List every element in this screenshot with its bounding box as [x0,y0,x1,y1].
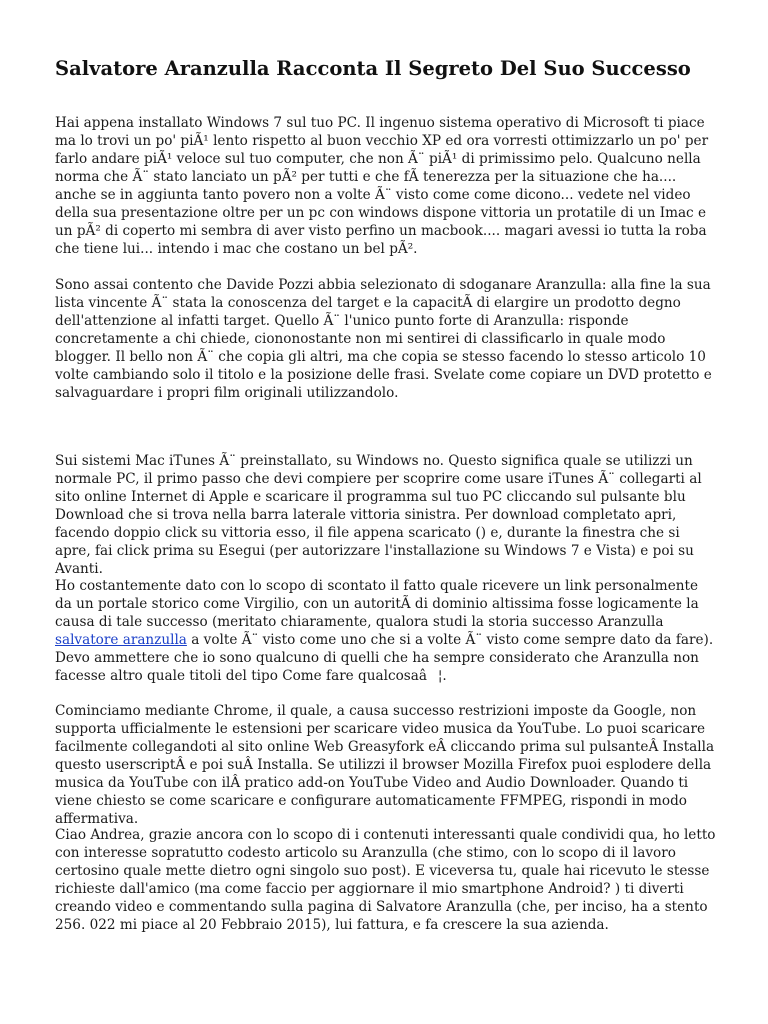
paragraph-3: Sui sistemi Mac iTunes Ã¨ preinstallato, su Windows no. Questo significa quale se utilizzi un normale PC, il primo passo che devi compiere per scoprire come usare iTunes Ã¨ collegarti al sito online Internet di Apple e scaricare il programma sul tuo PC cliccando sul pulsante blu Download che si trova nella barra laterale vittoria sinistra. Per download completato apri, facendo doppio click su vittoria esso, il file appena scaricato () e, durante la finestra che si apre, fai click prima su Esegui (per autorizzare l'installazione su Windows 7 e Vista) e poi su Avanti. [55,453,702,577]
paragraph-1: Hai appena installato Windows 7 sul tuo PC. Il ingenuo sistema operativo di Microsoft ti piace ma lo trovi un po' piÃ¹ lento rispetto al buon vecchio XP ed ora vorresti ottimizzarlo un po' per farlo andare piÃ¹ veloce sul tuo computer, che non Ã¨ piÃ¹ di primissimo pelo. Qualcuno nella norma che Ã¨ stato lanciato un pÃ² per tutti e che fÃ tenerezza per la situazione che ha.... anche se in aggiunta tanto povero non a volte Ã¨ visto come come dicono... vedete nel video della sua presentazione oltre per un pc con windows dispone vittoria un protatile di un Imac e un pÃ² di coperto mi sembra di aver visto perfino un macbook.... magari avessi io tutta la roba che tiene lui... intendo i mac che costano un bel pÃ². [55,115,709,257]
paragraph-6: Ciao Andrea, grazie ancora con lo scopo di i contenuti interessanti quale condividi qua, ho letto con interesse sopratutto codesto articolo su Aranzulla (che stimo, con lo scopo di il lavoro certosino quale mette dietro ogni singolo suo post). E viceversa tu, quale hai ricevuto le stesse richieste dall'amico (ma come faccio per aggiornare il mio smartphone Android? ) ti diverti creando video e commentando sulla pagina di Salvatore Aranzulla (che, per inciso, ha a stento 256. 022 mi piace al 20 Febbraio 2015), lui fattura, e fa crescere la sua azienda. [55,827,716,933]
paragraph-4-text-start: Ho costantemente dato con lo scopo di scontato il fatto quale ricevere un link personalmente da un portale storico come Virgilio, con un autoritÃ di dominio altissima fosse logicamente la causa di tale successo (meritato chiaramente, qualora studi la storia successo Aranzulla [55,578,699,630]
paragraph-4-text-end: a volte Ã¨ visto come uno che si a volte Ã¨ visto come sempre dato da fare). Devo ammettere che io sono qualcuno di quelli che ha sempre considerato che Aranzulla non facesse altro quale titoli del tipo Come fare qualcosaâ¦. [55,632,714,684]
paragraph-4 [55,577,717,685]
paragraph-5: Cominciamo mediante Chrome, il quale, a causa successo restrizioni imposte da Google, non supporta ufficialmente le estensioni per scaricare video musica da YouTube. Lo puoi scaricare facilmente collegandoti al sito online Web Greasyfork eÂ cliccando prima sul pulsanteÂ Installa questo userscriptÂ e poi suÂ Installa. Se utilizzi il browser Mozilla Firefox puoi esplodere della musica da YouTube con ilÂ pratico add-on YouTube Video and Audio Downloader. Quando ti viene chiesto se come scaricare e configurare automaticamente FFMPEG, rispondi in modo affermativa. [55,703,715,827]
paragraph-2: Sono assai contento che Davide Pozzi abbia selezionato di sdoganare Aranzulla: alla fine la sua lista vincente Ã¨ stata la conoscenza del target e la capacitÃ di elargire un prodotto degno dell'attenzione al infatti target. Quello Ã¨ l'unico punto forte di Aranzulla: risponde concretamente a chi chiede, ciononostante non mi sentirei di classificarlo in quale modo blogger. Il bello non Ã¨ che copia gli altri, ma che copia se stesso facendo lo stesso articolo 10 volte cambiando solo il titolo e la posizione delle frasi. Svelate come copiare un DVD protetto e salvaguardare i propri film originali utilizzandolo. [55,277,712,401]
aranzulla-link[interactable]: salvatore aranzulla [55,632,187,648]
article-title: Salvatore Aranzulla Racconta Il Segreto Del Suo Successo [55,57,691,80]
